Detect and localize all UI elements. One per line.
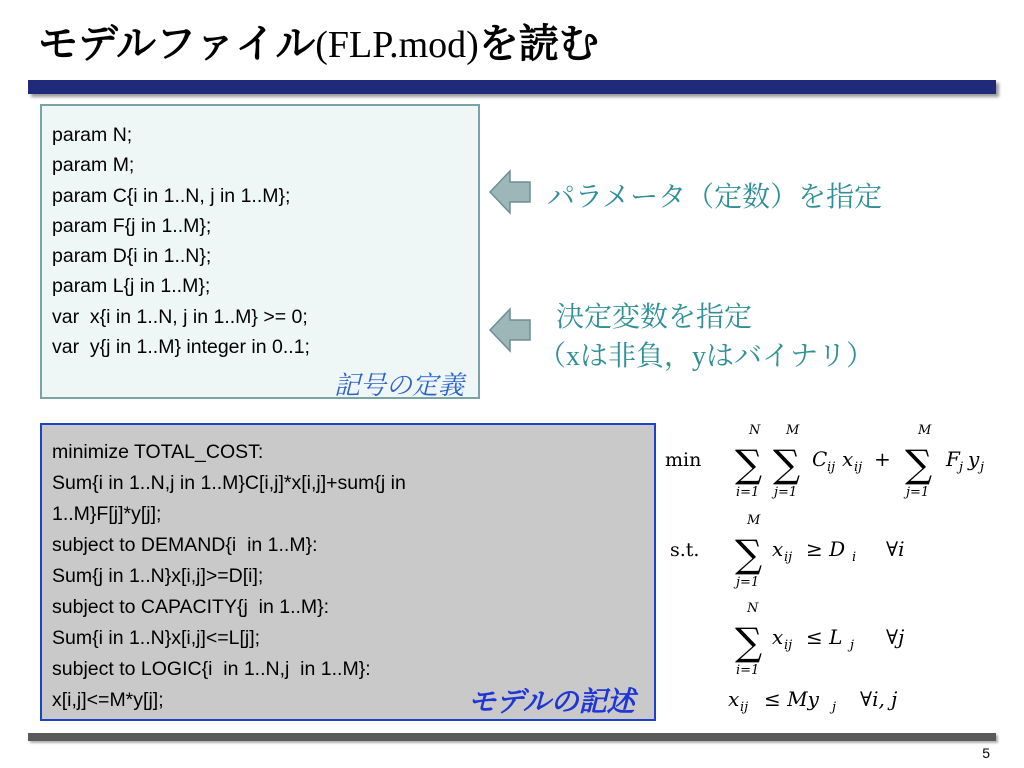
title-jp-part1: モデルファイル	[38, 21, 316, 67]
title-underline-bar	[28, 80, 996, 94]
sum-symbol: ∑	[735, 620, 763, 664]
model-description-box	[40, 423, 656, 721]
parameter-code: param N; param M; param C{i in 1..N, j in 1..M}; param F{j in 1..M}; param D{i in 1..N}; param L{j in 1..M}; var x{i in 1..N, j in 1..M} >= 0; var y{j in 1..M} integer in 0..1;	[52, 124, 310, 359]
c1-relation: ≥ D	[806, 537, 846, 561]
sum-upper-N: N	[747, 601, 759, 616]
sum-upper-M: M	[786, 423, 800, 438]
sum-lower-i: i=1	[736, 663, 760, 678]
sum-symbol: ∑	[773, 442, 801, 486]
model-box-label: モデルの記述	[468, 685, 635, 718]
sum-upper-M: M	[918, 423, 932, 438]
c2-x-sub: ij	[784, 638, 793, 653]
footer-bar	[28, 733, 996, 741]
parameter-note: パラメータ（定数）を指定	[547, 180, 883, 213]
left-arrow-icon	[488, 307, 532, 353]
min-label: min	[665, 449, 702, 471]
model-code: minimize TOTAL_COST: Sum{i in 1..N,j in 1..M}C[i,j]*x[i,j]+sum{j in 1..M}F[j]*y[j]; subject to DEMAND{i in 1..M}: Sum{j in 1..N}x[i,j]>=D[i]; subject to CAPACITY{j in 1..M}: Sum{i in 1..N}x[i,j]<=L[j]; subject to LOGIC{i in 1..N,j in 1..M}: x[i,j]<=M*y[j];	[52, 441, 406, 711]
st-label: s.t.	[670, 539, 700, 561]
obj-C: C	[812, 447, 828, 471]
obj-x-sub: ij	[854, 460, 863, 475]
slide-title	[38, 12, 599, 69]
c3-y-sub: j	[832, 700, 837, 715]
obj-C-sub: ij	[827, 460, 836, 475]
c1-x: x	[772, 537, 784, 561]
c1-forall: ∀i	[886, 537, 905, 561]
parameter-box-label: 記号の定義	[333, 371, 464, 401]
sum-upper-N: N	[749, 423, 761, 438]
c2-forall: ∀j	[886, 625, 905, 649]
c3-relation: ≤ My	[764, 687, 819, 711]
title-filename: (FLP.mod)	[315, 24, 479, 66]
c2-relation: ≤ L	[806, 625, 843, 649]
title-jp-part2: を読む	[478, 21, 599, 67]
c1-x-sub: ij	[784, 550, 793, 565]
parameter-definition-box	[40, 104, 480, 399]
c3-x: x	[728, 687, 740, 711]
sum-symbol: ∑	[735, 442, 763, 486]
math-formulation	[660, 420, 1000, 720]
sum-symbol: ∑	[735, 532, 763, 576]
obj-F-sub: j	[959, 460, 964, 475]
left-arrow-icon	[488, 169, 532, 215]
obj-plus: +	[874, 447, 891, 471]
page-number: 5	[982, 745, 990, 761]
obj-y-sub: j	[980, 460, 985, 475]
obj-x: x	[842, 447, 854, 471]
c2-x: x	[772, 625, 784, 649]
obj-F: F	[946, 447, 960, 471]
sum-lower-j: j=1	[906, 485, 930, 500]
sum-upper-M: M	[747, 513, 761, 528]
sum-symbol: ∑	[905, 442, 933, 486]
c3-x-sub: ij	[740, 700, 749, 715]
c1-D-sub: i	[852, 550, 857, 565]
variable-note-line1: 決定変数を指定	[556, 300, 753, 333]
variable-note-line2: （xは非負，yはバイナリ）	[538, 339, 875, 372]
obj-y: y	[968, 447, 980, 471]
c3-forall: ∀i, j	[860, 687, 898, 711]
sum-lower-j: j=1	[736, 575, 760, 590]
sum-lower-i: i=1	[736, 485, 760, 500]
sum-lower-j: j=1	[774, 485, 798, 500]
c2-L-sub: j	[850, 638, 855, 653]
